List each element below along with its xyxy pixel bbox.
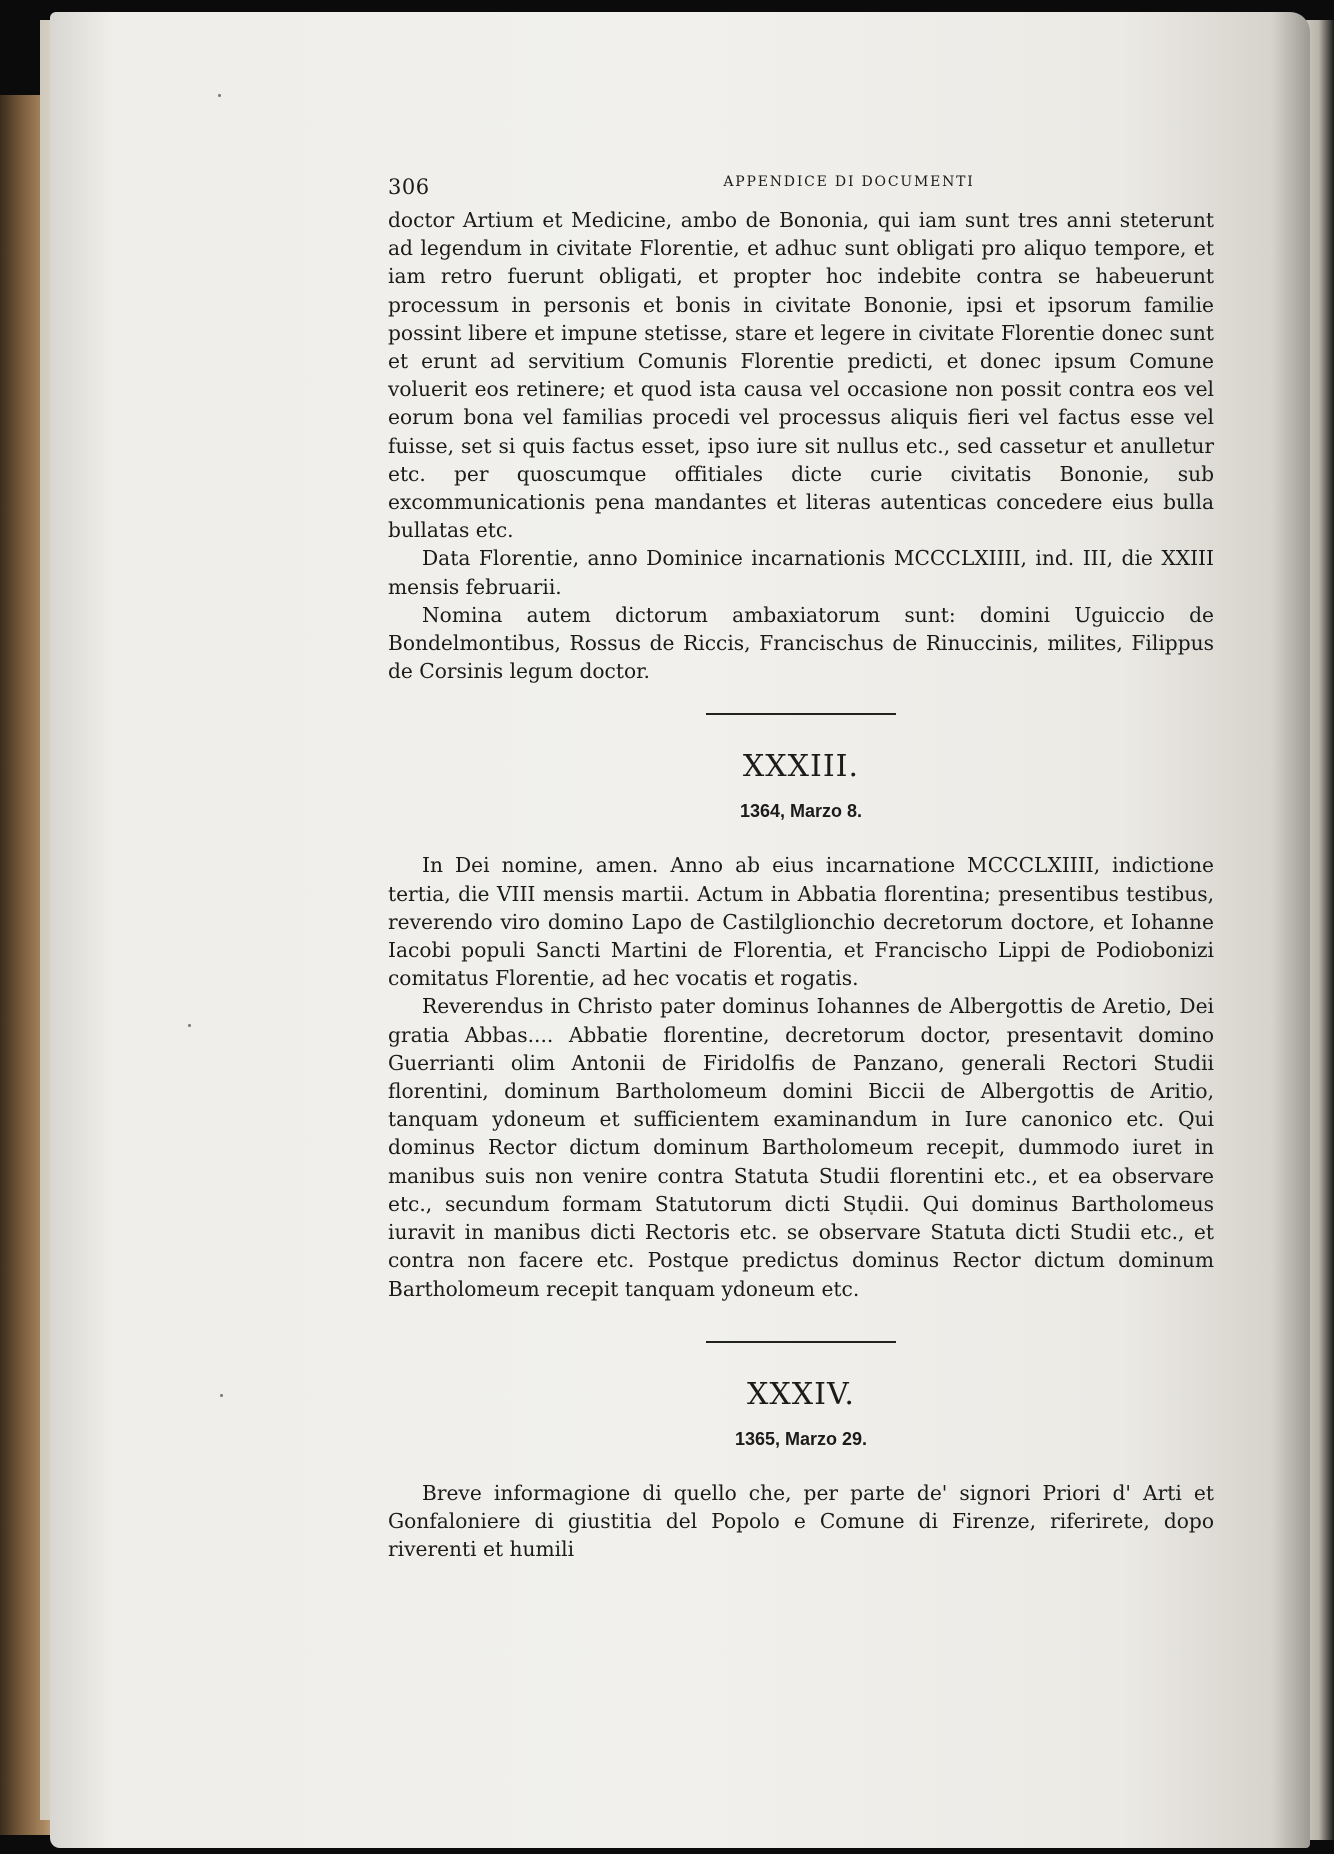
paragraph: Breve informagione di quello che, per parte de' signori Priori d' Arti et Gonfaloniere di giustitia del Popolo e Comune di Firenze, riferirete, dopo riverenti et humili [388,1480,1214,1562]
paragraph: doctor Artium et Medicine, ambo de Bononia, qui iam sunt tres anni steterunt ad legendum in civitate Florentie, et adhuc sunt obligati pro aliquo tempore, et iam retro fuerunt obligati, et propter hoc indebite contra se habeuerunt processum in personis et bonis in civitate Bononie, ipsi et ipsorum familie possint libere et impune stetisse, stare et legere in civitate Florentie donec sunt et erunt ad servitium Comunis Florentie predicti, et donec ipsum Comune voluerit eos retinere; et quod ista causa vel occasione non possit contra eos vel eorum bona vel familias procedi vel processus aliquis fieri vel factus esse vel fuisse, set si quis factus esset, ipso iure sit nullus etc., sed cassetur et anulletur etc. per quoscumque offitiales dicte curie civitatis Bononie, sub excommunicationis pena mandantes et literas autenticas concedere eius bulla bullatas etc. [388,208,1214,543]
paragraph: Nomina autem dictorum ambaxiatorum sunt: domini Uguiccio de Bondelmontibus, Rossus de Riccis, Francischus de Rinuccinis, milites, Filippus de Corsinis legum doctor. [388,602,1214,684]
section-divider [706,1341,896,1343]
paragraph: In Dei nomine, amen. Anno ab eius incarnatione MCCCLXIIII, indictione tertia, die VIII mensis martii. Actum in Abbatia florentina; presentibus testibus, reverendo viro domino Lapo de Castilglionchio decretorum doctore, et Iohanne Iacobi populi Sancti Martini de Florentia, et Francischo Lippi de Podiobonizi comitatus Florentie, ad hec vocatis et rogatis. [388,853,1214,991]
speck [188,1024,191,1027]
document-number: XXXIII. [742,749,860,785]
speck [220,1394,223,1397]
page-number: 306 [388,175,430,199]
paragraph: Data Florentie, anno Dominice incarnationis MCCCLXIIII, ind. III, die XXIII mensis februarii. [388,546,1214,599]
document-date: 1365, Marzo 29. [734,1428,868,1449]
speck [218,94,221,97]
running-title: APPENDICE DI DOCUMENTI [723,174,975,190]
running-head [388,170,1214,206]
section-divider [706,713,896,715]
document-date: 1364, Marzo 8. [739,801,863,822]
text-block [388,170,1214,1563]
paragraph: Reverendus in Christo pater dominus Iohannes de Albergottis de Aretio, Dei gratia Abbas.... Abbatie florentine, decretorum doctor, presentavit domino Guerrianti olim Antonii de Firidolfis de Panzano, generali Rectori Studii florentini, dominum Bartholomeum domini Biccii de Albergottis de Aritio, tanquam ydoneum et sufficientem examinandum in Iure canonico etc. Qui dominus Rector dictum dominum Bartholomeum recepit, dummodo iuret in manibus suis non venire contra Statuta Studii florentini etc., et ea observare etc., secundum formam Statutorum dicti Studii. Qui dominus Bartholomeus iuravit in manibus dicti Rectoris etc. se observare Statuta dicti Studii etc., et contra non facere etc. Postque predictus dominus Rector dictum dominum Bartholomeum recepit tanquam ydoneum etc. [388,994,1214,1301]
document-number: XXXIV. [747,1376,855,1412]
